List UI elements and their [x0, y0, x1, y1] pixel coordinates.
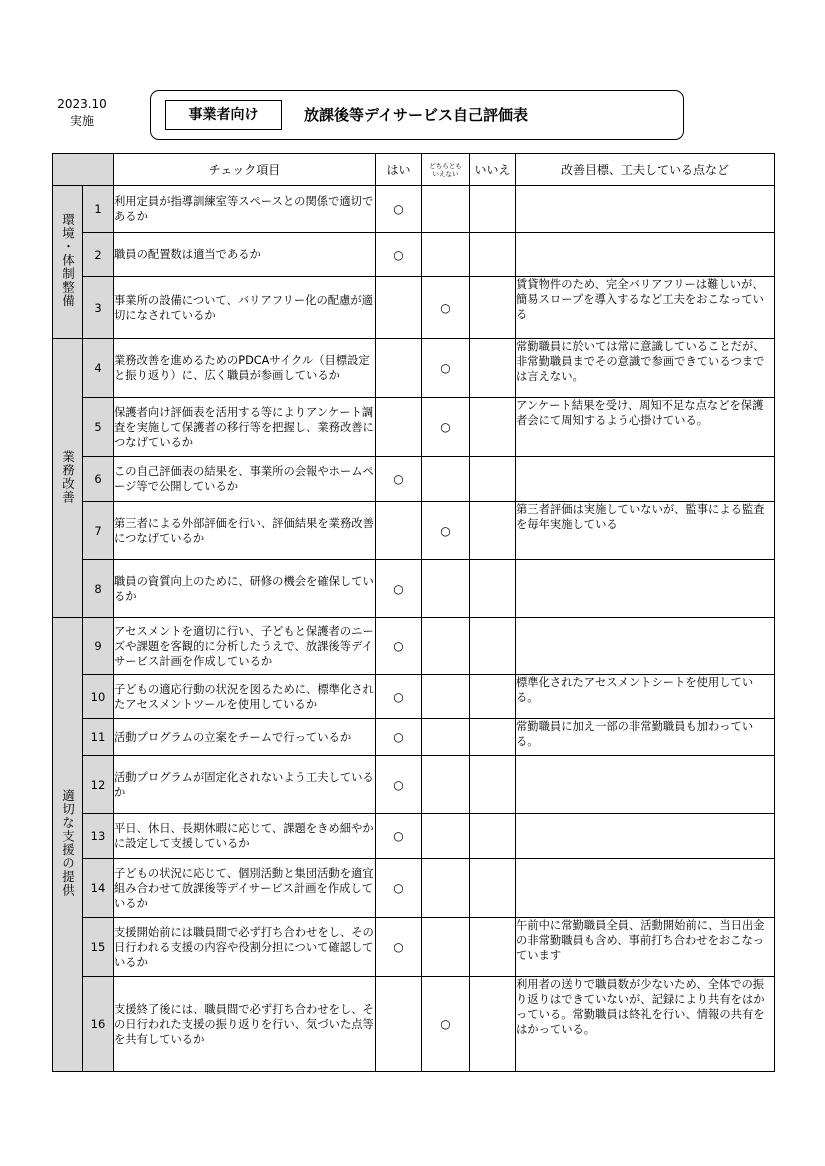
improvement-note [516, 814, 775, 859]
yes-mark [376, 977, 422, 1072]
category-label: 環境・体制整備 [60, 213, 76, 308]
check-item: 保護者向け評価表を活用する等によりアンケート調査を実施して保護者の移行等を把握し、業務改善につなげているか [114, 398, 376, 457]
neither-mark [422, 675, 470, 719]
no-mark [470, 859, 516, 918]
header-neither-line2: いえない [432, 169, 459, 178]
table-row [53, 233, 775, 277]
check-item: この自己評価表の結果を、事業所の会報やホームページ等で公開しているか [114, 457, 376, 502]
neither-mark: ○ [422, 398, 470, 457]
improvement-note [516, 186, 775, 233]
neither-mark: ○ [422, 277, 470, 339]
table-row [53, 814, 775, 859]
check-item: 利用定員が指導訓練室等スペースとの関係で適切であるか [114, 186, 376, 233]
improvement-note [516, 560, 775, 618]
check-item: 子どもの状況に応じて、個別活動と集団活動を適宜組み合わせて放課後等デイサービス計画を作成しているか [114, 859, 376, 918]
no-mark [470, 502, 516, 560]
yes-mark: ○ [376, 233, 422, 277]
row-number: 13 [83, 814, 114, 859]
category-label: 業務改善 [60, 449, 76, 504]
row-number: 14 [83, 859, 114, 918]
no-mark [470, 457, 516, 502]
table-row [53, 277, 775, 339]
header-row [53, 154, 775, 186]
yes-mark [376, 277, 422, 339]
neither-mark [422, 756, 470, 814]
improvement-note [516, 859, 775, 918]
row-number: 10 [83, 675, 114, 719]
header-neither [422, 154, 470, 186]
table-row [53, 339, 775, 398]
check-item: 事業所の設備について、バリアフリー化の配慮が適切になされているか [114, 277, 376, 339]
yes-mark: ○ [376, 859, 422, 918]
improvement-note: 第三者評価は実施していないが、監事による監査を毎年実施している [516, 502, 775, 560]
no-mark [470, 918, 516, 977]
neither-mark [422, 719, 470, 756]
header-neither-line1: どちらとも [429, 161, 462, 170]
table-row [53, 756, 775, 814]
evaluation-table [52, 153, 775, 1072]
neither-mark: ○ [422, 977, 470, 1072]
header-check-items: チェック項目 [114, 154, 376, 186]
improvement-note: 利用者の送りで職員数が少ないため、全体での振り返りはできていないが、記録により共有をはかっている。常勤職員は終礼を行い、情報の共有をはかっている。 [516, 977, 775, 1072]
improvement-note [516, 457, 775, 502]
check-item: 活動プログラムが固定化されないよう工夫しているか [114, 756, 376, 814]
yes-mark: ○ [376, 719, 422, 756]
check-item: 業務改善を進めるためのPDCAサイクル（目標設定と振り返り）に、広く職員が参画しているか [114, 339, 376, 398]
row-number: 11 [83, 719, 114, 756]
page-title: 放課後等デイサービス自己評価表 [304, 106, 528, 124]
table-row [53, 502, 775, 560]
neither-mark: ○ [422, 339, 470, 398]
yes-mark: ○ [376, 186, 422, 233]
improvement-note: 常勤職員に於いては常に意識していることだが、非常勤職員までその意識で参画できているつまでは言えない。 [516, 339, 775, 398]
row-number: 16 [83, 977, 114, 1072]
category-business-improvement [53, 339, 83, 618]
check-item: 活動プログラムの立案をチームで行っているか [114, 719, 376, 756]
category-appropriate-support [53, 618, 83, 1072]
row-number: 1 [83, 186, 114, 233]
audience-label: 事業者向け [165, 100, 282, 130]
neither-mark [422, 457, 470, 502]
date: 2023.10 [57, 97, 107, 111]
no-mark [470, 186, 516, 233]
row-number: 8 [83, 560, 114, 618]
neither-mark: ○ [422, 502, 470, 560]
yes-mark: ○ [376, 675, 422, 719]
yes-mark [376, 502, 422, 560]
improvement-note: 標準化されたアセスメントシートを使用している。 [516, 675, 775, 719]
row-number: 5 [83, 398, 114, 457]
conducted-label: 実施 [69, 114, 94, 128]
yes-mark: ○ [376, 560, 422, 618]
yes-mark: ○ [376, 618, 422, 675]
no-mark [470, 719, 516, 756]
neither-mark [422, 233, 470, 277]
yes-mark [376, 398, 422, 457]
check-item: 支援終了後には、職員間で必ず打ち合わせをし、その日行われた支援の振り返りを行い、気づいた点等を共有しているか [114, 977, 376, 1072]
neither-mark [422, 918, 470, 977]
no-mark [470, 977, 516, 1072]
neither-mark [422, 186, 470, 233]
improvement-note: 賃貸物件のため、完全バリアフリーは難しいが、簡易スロープを導入するなど工夫をおこなっている [516, 277, 775, 339]
neither-mark [422, 859, 470, 918]
yes-mark: ○ [376, 918, 422, 977]
no-mark [470, 339, 516, 398]
neither-mark [422, 814, 470, 859]
category-environment [53, 186, 83, 339]
table-row [53, 398, 775, 457]
yes-mark [376, 339, 422, 398]
improvement-note [516, 618, 775, 675]
check-item: 子どもの適応行動の状況を図るために、標準化されたアセスメントツールを使用しているか [114, 675, 376, 719]
yes-mark: ○ [376, 457, 422, 502]
no-mark [470, 618, 516, 675]
row-number: 9 [83, 618, 114, 675]
row-number: 3 [83, 277, 114, 339]
no-mark [470, 398, 516, 457]
row-number: 6 [83, 457, 114, 502]
neither-mark [422, 618, 470, 675]
table-row [53, 457, 775, 502]
improvement-note: アンケート結果を受け、周知不足な点などを保護者会にて周知するよう心掛けている。 [516, 398, 775, 457]
check-item: アセスメントを適切に行い、子どもと保護者のニーズや課題を客観的に分析したうえで、放課後等デイサービス計画を作成しているか [114, 618, 376, 675]
no-mark [470, 675, 516, 719]
table-row [53, 186, 775, 233]
check-item: 職員の配置数は適当であるか [114, 233, 376, 277]
yes-mark: ○ [376, 814, 422, 859]
row-number: 12 [83, 756, 114, 814]
improvement-note: 常勤職員に加え一部の非常勤職員も加わっている。 [516, 719, 775, 756]
table-row [53, 618, 775, 675]
table-row [53, 918, 775, 977]
row-number: 7 [83, 502, 114, 560]
category-label: 適切な支援の提供 [60, 789, 76, 897]
no-mark [470, 560, 516, 618]
row-number: 4 [83, 339, 114, 398]
table-row [53, 560, 775, 618]
check-item: 支援開始前には職員間で必ず打ち合わせをし、その日行われる支援の内容や役割分担について確認しているか [114, 918, 376, 977]
improvement-note: 午前中に常勤職員全員、活動開始前に、当日出金の非常勤職員も含め、事前打ち合わせをおこなっています [516, 918, 775, 977]
header-no: いいえ [470, 154, 516, 186]
header-improvement: 改善目標、工夫している点など [516, 154, 775, 186]
table-row [53, 675, 775, 719]
no-mark [470, 756, 516, 814]
table-row [53, 859, 775, 918]
improvement-note [516, 756, 775, 814]
table-row [53, 977, 775, 1072]
row-number: 2 [83, 233, 114, 277]
yes-mark: ○ [376, 756, 422, 814]
check-item: 平日、休日、長期休暇に応じて、課題をきめ細やかに設定して支援しているか [114, 814, 376, 859]
no-mark [470, 277, 516, 339]
improvement-note [516, 233, 775, 277]
table-row [53, 719, 775, 756]
neither-mark [422, 560, 470, 618]
check-item: 職員の資質向上のために、研修の機会を確保しているか [114, 560, 376, 618]
date-block [52, 96, 112, 130]
no-mark [470, 814, 516, 859]
check-item: 第三者による外部評価を行い、評価結果を業務改善につなげているか [114, 502, 376, 560]
header-corner [53, 154, 114, 186]
header-yes: はい [376, 154, 422, 186]
row-number: 15 [83, 918, 114, 977]
no-mark [470, 233, 516, 277]
